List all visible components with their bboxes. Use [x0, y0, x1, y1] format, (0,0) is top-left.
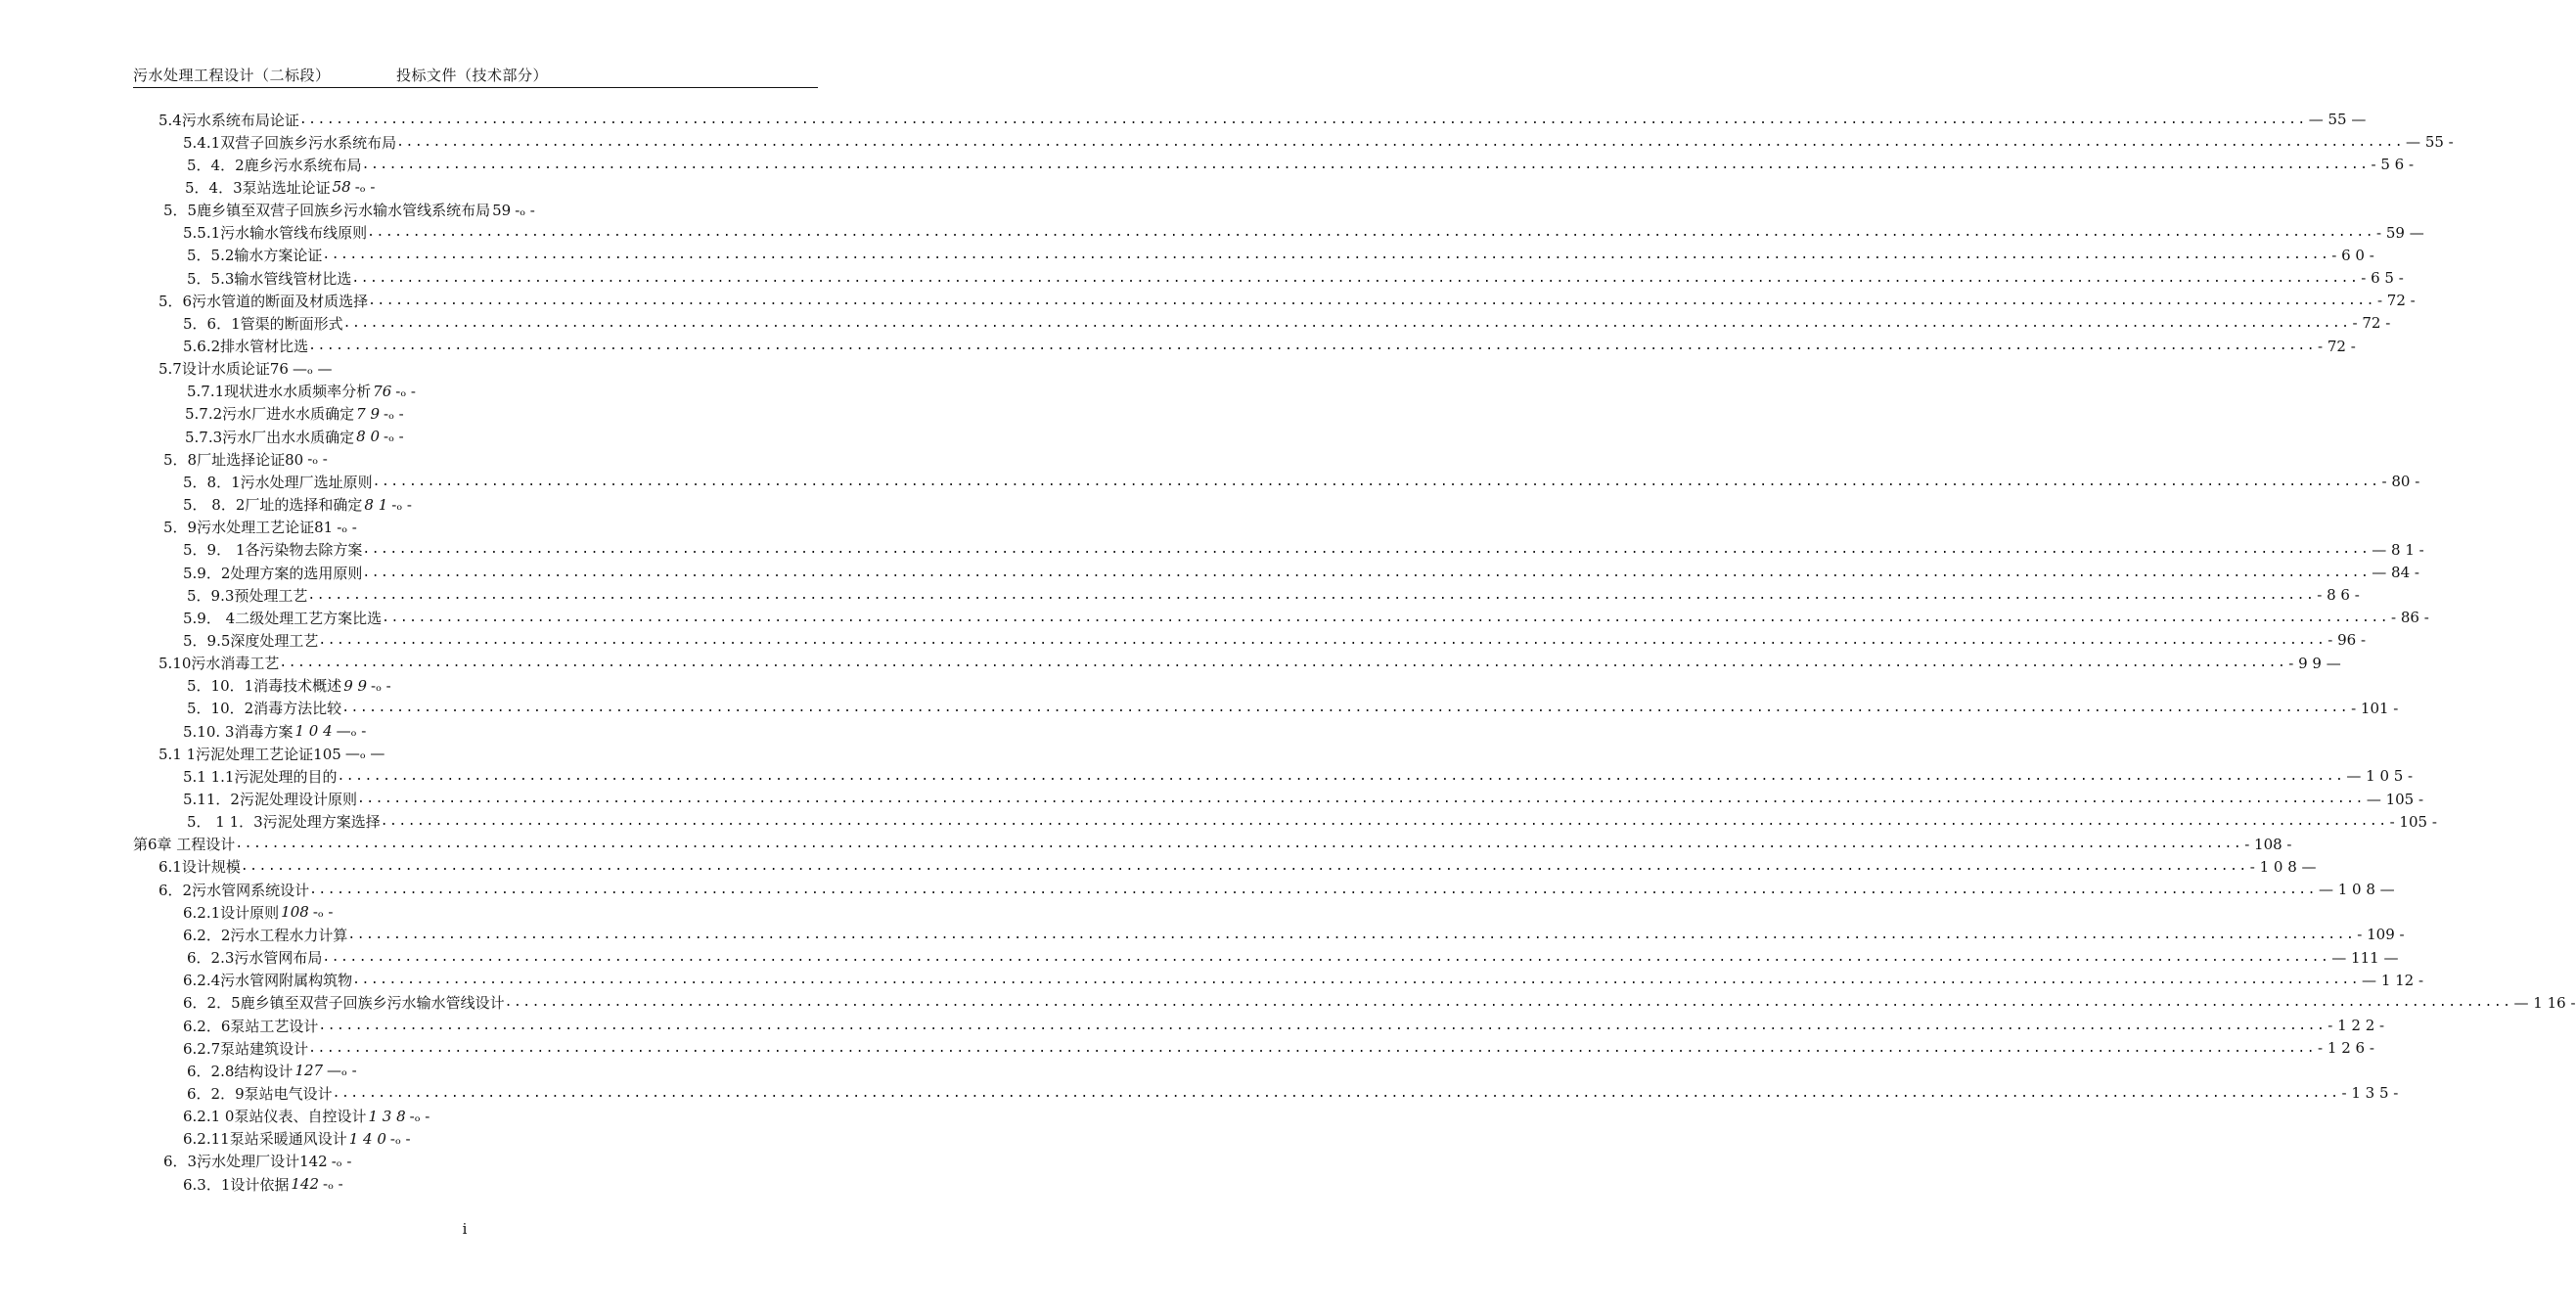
toc-dot-leader: ............................................................................................................................................................................................................................ [322, 248, 2330, 263]
toc-page-suffix: -ₒ - [384, 404, 404, 423]
toc-dot-leader: ............................................................................................................................................................................................................................ [308, 1040, 2317, 1056]
toc-entry[interactable] [163, 200, 535, 221]
toc-dot-leader: ............................................................................................................................................................................................................................ [382, 610, 2390, 625]
toc-dot-leader: ............................................................................................................................................................................................................................ [322, 950, 2330, 966]
toc-entry[interactable] [158, 856, 2317, 878]
toc-entry-title: 5.10污水消毒工艺 [158, 655, 280, 673]
toc-page-number: — 105 - [2366, 790, 2424, 808]
toc-entry-title: 5． 8．2厂址的选择和确定 [183, 496, 363, 515]
toc-entry-title: 6.1设计规模 [158, 858, 241, 877]
toc-dot-leader: ............................................................................................................................................................................................................................ [308, 339, 2317, 353]
toc-page-suffix: -ₒ - [307, 450, 328, 469]
toc-entry[interactable] [183, 901, 334, 923]
toc-entry-title: 5．5.2输水方案论证 [187, 247, 323, 265]
toc-entry-title: 6.2.7泵站建筑设计 [183, 1039, 309, 1058]
toc-entry-title: 5．4．3泵站选址论证 [185, 178, 331, 197]
toc-entry[interactable] [183, 607, 2429, 628]
toc-page-number: 1 3 8 [368, 1107, 406, 1125]
toc-entry[interactable] [187, 584, 2360, 606]
toc-entry-title: 6．3污水处理厂设计142 [163, 1153, 328, 1171]
toc-dot-leader: ............................................................................................................................................................................................................................ [318, 1018, 2327, 1033]
toc-dot-leader: ............................................................................................................................................................................................................................ [356, 792, 2365, 806]
toc-entry[interactable] [163, 517, 357, 538]
toc-entry[interactable] [185, 176, 375, 198]
toc-page-number: 1 0 4 [294, 722, 333, 741]
toc-dot-leader: ............................................................................................................................................................................................................................ [396, 134, 2405, 150]
toc-entry[interactable] [183, 789, 2424, 810]
toc-page-number: — 8 1 - [2372, 540, 2424, 559]
toc-entry[interactable] [187, 1060, 357, 1081]
toc-entry[interactable] [158, 743, 384, 764]
toc-entry-title: 6.2．2污水工程水力计算 [183, 926, 348, 944]
toc-entry[interactable] [187, 947, 2399, 969]
toc-page-suffix: —ₒ — [344, 745, 385, 763]
toc-entry[interactable] [133, 834, 2292, 855]
toc-page-number: - 9 9 — [2288, 654, 2341, 672]
toc-entry[interactable] [183, 720, 366, 742]
header-rule [133, 87, 818, 88]
toc-page-number: - 80 - [2381, 473, 2420, 491]
toc-page-number: — 55 — [2308, 111, 2367, 128]
toc-dot-leader: ............................................................................................................................................................................................................................ [368, 293, 2375, 308]
toc-dot-leader: ............................................................................................................................................................................................................................ [279, 656, 2287, 671]
toc-page-number: - 59 — [2376, 223, 2424, 242]
toc-dot-leader: ............................................................................................................................................................................................................................ [318, 632, 2327, 648]
toc-entry-title: 6.2.4污水管网附属构筑物 [183, 972, 353, 990]
toc-entry-title: 6.2.1设计原则 [183, 903, 280, 922]
toc-entry[interactable] [163, 448, 328, 470]
toc-page-number: 7 9 [356, 404, 381, 423]
toc-entry-title: 5．6污水管道的断面及材质选择 [158, 292, 369, 310]
toc-page-number: 76 [373, 382, 392, 400]
toc-entry-title: 5．9.5深度处理工艺 [183, 631, 319, 650]
toc-entry[interactable] [187, 267, 2404, 289]
toc-entry-title: 5．4．2鹿乡污水系统布局 [187, 156, 362, 174]
toc-entry[interactable] [185, 426, 404, 447]
toc-page-suffix: -ₒ - [371, 676, 391, 695]
toc-entry[interactable] [183, 1106, 429, 1127]
toc-entry-title: 5．6．1管渠的断面形式 [183, 314, 343, 333]
toc-entry-title: 6.3．1设计依据 [183, 1175, 290, 1194]
toc-page-suffix: —ₒ - [336, 722, 367, 741]
toc-page-number: - 96 - [2327, 631, 2367, 650]
toc-entry-title: 5.7.1现状进水水质频率分析 [187, 383, 372, 401]
page-header [133, 65, 818, 86]
toc-page-number: — 1 0 5 - [2346, 767, 2414, 786]
toc-page-number: - 72 - [2352, 314, 2391, 333]
toc-entry-title: 5．8厂址选择论证80 [163, 450, 304, 469]
toc-dot-leader: ............................................................................................................................................................................................................................ [362, 565, 2371, 580]
toc-entry[interactable] [163, 1151, 351, 1172]
toc-entry-title: 6．2．9泵站电气设计 [187, 1084, 333, 1103]
toc-entry-title: 6.2.1 0泵站仪表、自控设计 [183, 1108, 367, 1126]
toc-dot-leader: ............................................................................................................................................................................................................................ [372, 474, 2380, 489]
toc-page-number: - 105 - [2389, 812, 2437, 831]
toc-page-number: - 1 3 5 - [2341, 1084, 2399, 1103]
header-right-title: 投标文件（技术部分） [396, 67, 549, 84]
toc-dot-leader: ............................................................................................................................................................................................................................ [307, 587, 2316, 603]
toc-entry-title: 5．5.3输水管线管材比选 [187, 269, 352, 288]
toc-page-number: 142 [291, 1175, 320, 1194]
toc-dot-leader: ............................................................................................................................................................................................................................ [361, 157, 2370, 172]
toc-entry[interactable] [183, 1015, 2385, 1036]
toc-page-number: - 109 - [2357, 926, 2405, 944]
toc-entry-title: 5.6.2排水管材比选 [183, 338, 309, 355]
toc-page-number: 8 0 [356, 428, 381, 446]
toc-entry[interactable] [183, 1037, 2374, 1059]
toc-entry-title: 5．10．2消毒方法比较 [187, 700, 342, 718]
toc-entry[interactable] [187, 154, 2415, 175]
toc-entry[interactable] [187, 245, 2374, 266]
toc-page-number: - 72 - [2318, 337, 2356, 355]
toc-entry[interactable] [183, 312, 2391, 334]
toc-page-number: - 101 - [2351, 699, 2399, 717]
toc-entry[interactable] [158, 109, 2367, 130]
toc-entry-title: 5.4.1双营子回族乡污水系统布局 [183, 133, 397, 152]
toc-page-number: - 1 2 6 - [2318, 1039, 2374, 1058]
toc-dot-leader: ............................................................................................................................................................................................................................ [342, 315, 2351, 331]
toc-page-suffix: -ₒ - [323, 1175, 343, 1194]
toc-dot-leader: ............................................................................................................................................................................................................................ [332, 1085, 2340, 1101]
toc-entry-title: 5．10．1消毒技术概述 [187, 677, 342, 696]
toc-page-suffix: -ₒ - [409, 1107, 430, 1125]
toc-dot-leader: ............................................................................................................................................................................................................................ [362, 542, 2371, 558]
toc-page-number: - 6 5 - [2361, 269, 2404, 288]
toc-page-number: - 1 2 2 - [2327, 1017, 2385, 1034]
toc-page-number: 127 [294, 1062, 324, 1080]
toc-page-suffix: -ₒ - [331, 1152, 352, 1170]
toc-entry-title: 5.10. 3消毒方案 [183, 722, 294, 741]
toc-entry[interactable] [183, 924, 2405, 945]
toc-entry[interactable] [183, 970, 2424, 991]
toc-entry-title: 6.2．6泵站工艺设计 [183, 1017, 319, 1035]
toc-page-number: - 8 6 - [2317, 586, 2360, 605]
toc-dot-leader: ............................................................................................................................................................................................................................ [341, 701, 2350, 716]
toc-page-number: - 1 0 8 — [2249, 857, 2317, 876]
toc-entry-title: 5． 1 1．3污泥处理方案选择 [187, 813, 381, 832]
toc-entry-title: 第6章 工程设计 [133, 836, 236, 854]
toc-page-suffix: -ₒ - [515, 201, 535, 219]
toc-entry[interactable] [183, 1128, 411, 1150]
toc-entry-title: 6．2.3污水管网布局 [187, 949, 323, 968]
toc-entry[interactable] [158, 358, 333, 380]
toc-entry[interactable] [183, 471, 2420, 492]
toc-entry[interactable] [183, 1173, 343, 1195]
toc-entry-title: 5.9．2处理方案的选用原则 [183, 564, 363, 582]
toc-entry-title: 5．9污水处理工艺论证81 [163, 519, 334, 537]
toc-entry-title: 5．5鹿乡镇至双营子回族乡污水输水管线系统布局 [163, 202, 491, 220]
toc-entry[interactable] [183, 765, 2414, 787]
toc-page-suffix: —ₒ - [327, 1062, 357, 1080]
toc-entry[interactable] [158, 290, 2416, 311]
toc-dot-leader: ............................................................................................................................................................................................................................ [352, 973, 2361, 988]
toc-entry-title: 6．2．5鹿乡镇至双营子回族乡污水输水管线设计 [183, 994, 505, 1013]
toc-dot-leader: ............................................................................................................................................................................................................................ [504, 995, 2512, 1011]
toc-dot-leader: ............................................................................................................................................................................................................................ [367, 225, 2375, 241]
toc-entry[interactable] [185, 403, 404, 425]
toc-entry-title: 6．2.8结构设计 [187, 1062, 294, 1080]
header-left-title: 污水处理工程设计（二标段） [133, 67, 331, 84]
toc-entry-title: 6．2污水管网系统设计 [158, 881, 310, 899]
toc-entry-title: 5.7设计水质论证76 [158, 360, 289, 379]
toc-page-number: - 5 6 - [2371, 156, 2415, 174]
toc-dot-leader: ............................................................................................................................................................................................................................ [337, 768, 2345, 784]
toc-page-suffix: -ₒ - [389, 1129, 411, 1148]
toc-page-number: — 1 0 8 — [2318, 881, 2395, 899]
toc-entry-title: 5.1 1.1污泥处理的目的 [183, 767, 338, 786]
toc-page-number: — 1 12 - [2362, 971, 2424, 989]
toc-page-number: 58 [332, 178, 351, 197]
toc-page-number: - 6 0 - [2331, 246, 2374, 264]
toc-entry-title: 5．8．1污水处理厂选址原则 [183, 473, 373, 491]
toc-entry[interactable] [183, 539, 2424, 561]
toc-entry[interactable] [187, 698, 2399, 719]
toc-entry-title: 5.5.1污水输水管线布线原则 [183, 224, 368, 243]
toc-page-number: - 72 - [2376, 292, 2416, 310]
toc-page-suffix: -ₒ - [337, 518, 357, 536]
toc-dot-leader: ............................................................................................................................................................................................................................ [351, 270, 2360, 286]
toc-entry-title: 5.7.2污水厂进水水质确定 [185, 405, 355, 424]
toc-page-suffix: -ₒ - [391, 495, 412, 514]
toc-page-suffix: -ₒ - [395, 382, 416, 400]
toc-dot-leader: ............................................................................................................................................................................................................................ [309, 882, 2317, 897]
toc-entry[interactable] [183, 336, 2356, 357]
toc-page-number: — 111 — [2331, 948, 2399, 967]
page-number: i [462, 1220, 468, 1238]
toc-dot-leader: ............................................................................................................................................................................................................................ [298, 112, 2307, 127]
toc-entry-title: 5．9.3预处理工艺 [187, 586, 308, 605]
toc-entry-title: 5．9． 1各污染物去除方案 [183, 541, 363, 560]
toc-entry[interactable] [158, 879, 2395, 900]
toc-entry[interactable] [187, 1082, 2399, 1104]
toc-entry[interactable] [187, 675, 391, 697]
toc-page-number: 1 4 0 [348, 1129, 386, 1148]
toc-entry[interactable] [158, 653, 2341, 674]
toc-page-number: 9 9 [343, 676, 368, 695]
toc-page-number: 59 [492, 201, 512, 219]
toc-entry[interactable] [187, 811, 2437, 833]
toc-entry-title: 5.1 1污泥处理工艺论证105 [158, 745, 341, 763]
toc-dot-leader: ............................................................................................................................................................................................................................ [380, 814, 2388, 830]
toc-page-number: - 108 - [2244, 835, 2292, 853]
toc-dot-leader: ............................................................................................................................................................................................................................ [240, 859, 2248, 875]
toc-page-suffix: —ₒ — [292, 359, 333, 378]
toc-entry[interactable] [183, 494, 412, 516]
toc-page-number: — 55 - [2406, 133, 2454, 152]
toc-entry-title: 6.2.11泵站采暖通风设计 [183, 1130, 347, 1149]
toc-entry[interactable] [187, 381, 416, 402]
toc-dot-leader: ............................................................................................................................................................................................................................ [235, 837, 2243, 852]
toc-entry-title: 5.4污水系统布局论证 [158, 111, 299, 129]
toc-entry[interactable] [183, 562, 2419, 583]
toc-page-suffix: -ₒ - [312, 903, 334, 922]
toc-page-number: - 86 - [2391, 609, 2429, 627]
toc-entry-title: 5.11．2污泥处理设计原则 [183, 791, 357, 808]
toc-dot-leader: ............................................................................................................................................................................................................................ [347, 927, 2356, 942]
toc-entry-title: 5.9． 4二级处理工艺方案比选 [183, 609, 383, 627]
toc-entry[interactable] [183, 222, 2424, 244]
toc-page-number: 108 [281, 903, 309, 922]
toc-entry[interactable] [183, 629, 2367, 651]
toc-entry[interactable] [183, 131, 2454, 153]
toc-entry[interactable] [183, 992, 2576, 1014]
toc-page-number: — 84 - [2372, 564, 2419, 581]
toc-page-suffix: -ₒ - [384, 428, 404, 446]
toc-page-suffix: -ₒ - [354, 178, 376, 197]
toc-entry-title: 5.7.3污水厂出水水质确定 [185, 428, 355, 446]
toc-page-number: — 1 16 - [2513, 993, 2576, 1012]
toc-page-number: 8 1 [364, 495, 388, 514]
